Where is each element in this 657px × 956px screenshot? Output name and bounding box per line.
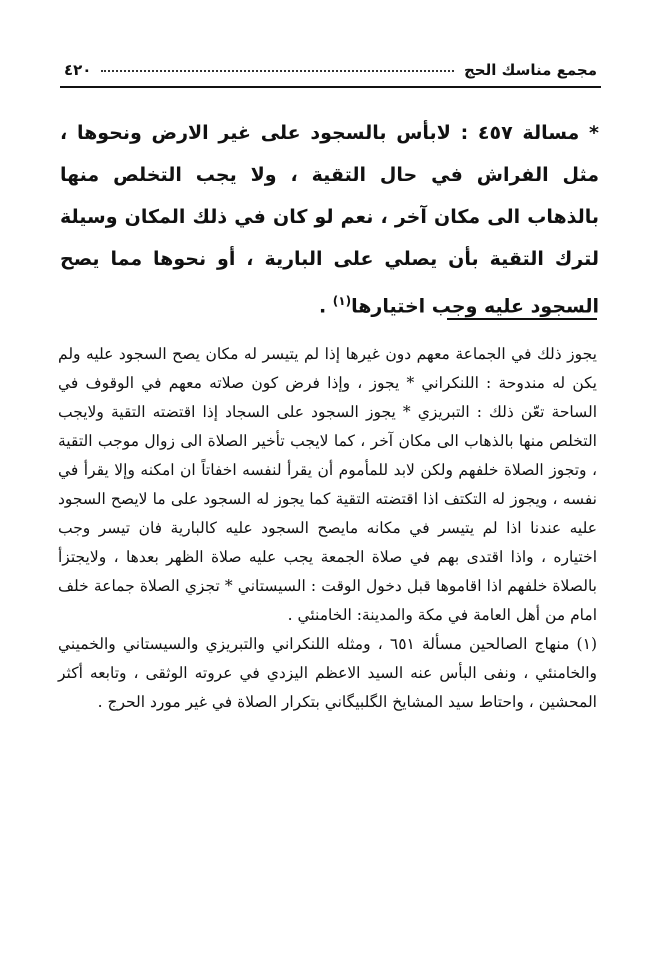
issue-text: لابأس بالسجود على غير الارض ونحوها ، مثل الفراش في حال التقية ، ولا يجب التخلص منها بالذهاب الى مكان آخر ، نعم لو كان في ذلك المكان وسيلة لترك التقية بأن يصلي على البارية ، أو نحوها مما يصح السجود عليه وجب اختيارها (60, 122, 599, 318)
footnote-item (58, 630, 597, 717)
running-header (64, 56, 597, 84)
footnote-continuation: يجوز ذلك في الجماعة معهم دون غيرها إذا لم يتيسر له مكان يصح السجود عليه ولم يكن له مندوحة : اللنكراني * يجوز ، وإذا فرض كون صلاته معهم في الوقوف في الساحة تعّن ذلك : التبريزي * يجوز السجود على السجاد إذا اقتضته التقية ولايجب التخلص منها بالذهاب الى مكان آخر ، كما لايجب تأخير الصلاة الى زوال موجب التقية ، وتجوز الصلاة خلفهم ولكن لابد للمأموم أن يقرأ لنفسه اخفاتاً ان امكنه وإلا يقرأ في نفسه ، ويجوز له التكتف اذا اقتضته التقية كما يجوز له السجود على ما لايصح السجود عليه عندنا اذا لم يتيسر في مكانه مايصح السجود عليه كالبارية فان تيسر وجب اختياره ، واذا اقتدى بهم في صلاة الجمعة يجب عليه صلاة الظهر بعدها ، ولايجتزأ بالصلاة خلفهم اذا اقاموها قبل دخول الوقت : السيستاني * تجزي الصلاة جماعة خلف امام من أهل العامة في مكة والمدينة: الخامنئي . (58, 345, 597, 624)
footnote-text: منهاج الصالحين مسألة ٦٥١ ، ومثله اللنكراني والتبريزي والسيستاني والخميني والخامنئي ، ونفى البأس عنه السيد الاعظم اليزدي في عروته الوثقى ، وتابعه أكثر المحشين ، واحتاط سيد المشايخ الگلبيگاني بتكرار الصلاة في غير مورد الحرج . (58, 635, 597, 711)
end-mark: . (318, 295, 327, 318)
footnote-separator (447, 318, 597, 320)
header-leader-dots (101, 60, 454, 72)
footnote-marker: (١) (332, 294, 352, 308)
page-number: ٤٢٠ (64, 61, 92, 79)
main-paragraph (60, 112, 599, 327)
footnotes-section (58, 340, 597, 717)
book-title: مجمع مناسك الحج (463, 61, 597, 79)
footnote-number: (١) (576, 635, 597, 653)
issue-label: * مسالة ٤٥٧ : (460, 122, 599, 144)
header-rule (60, 86, 601, 88)
